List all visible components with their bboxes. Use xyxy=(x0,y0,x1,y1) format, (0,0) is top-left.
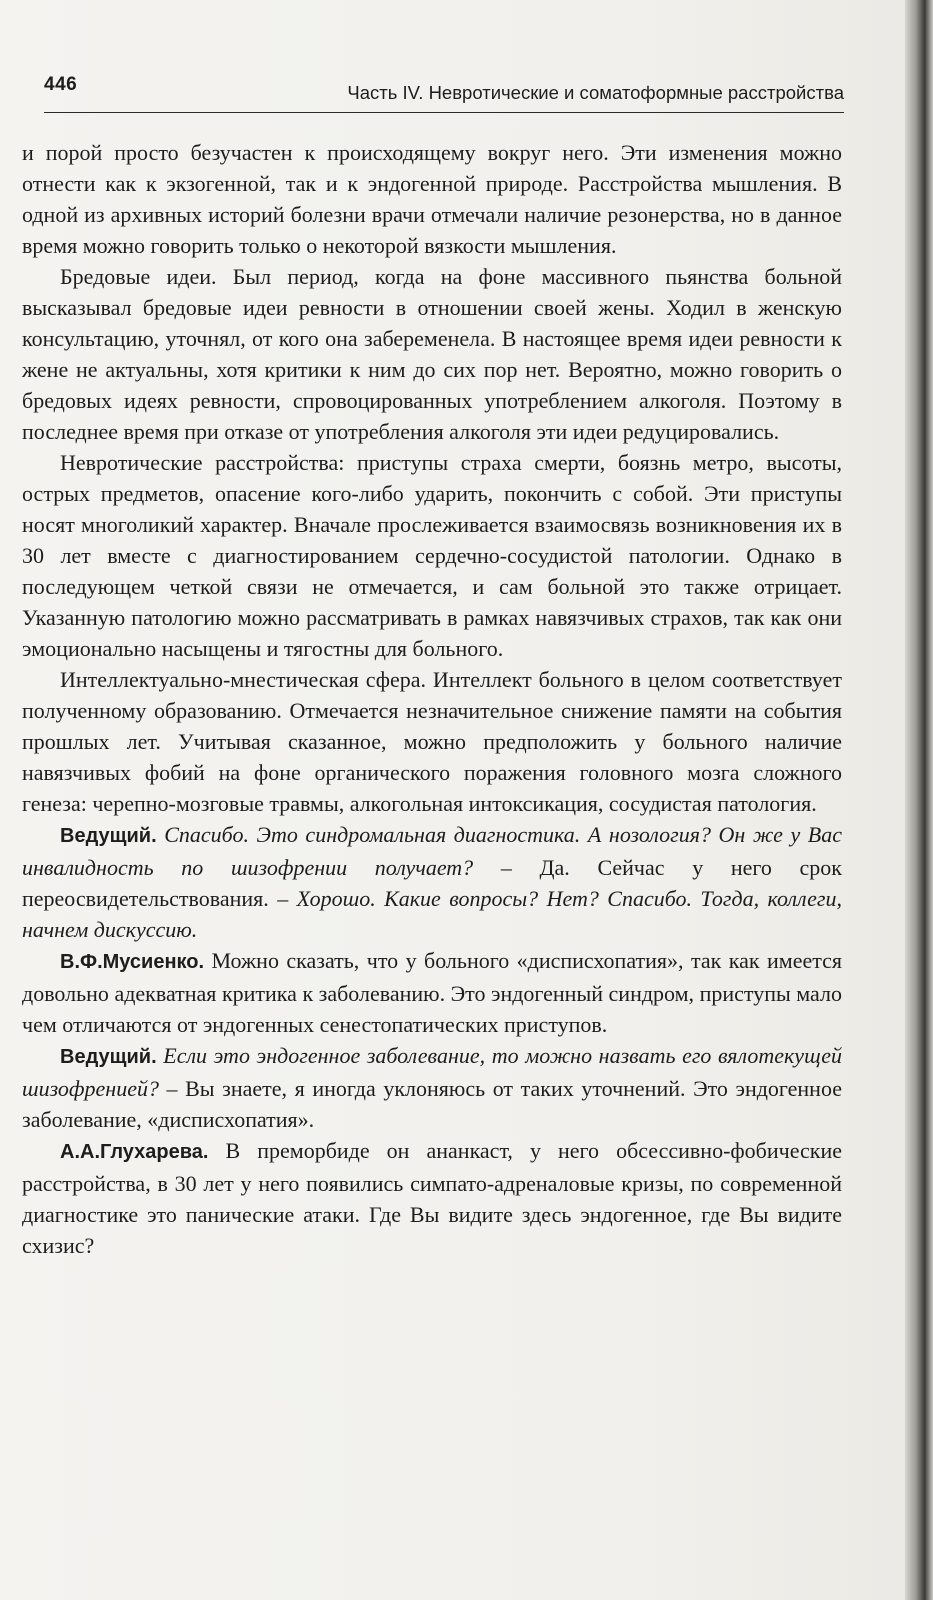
dialogue-paragraph xyxy=(22,819,842,945)
italic-remark: Если это эндогенное заболевание, то можно назвать его вялотекущей шизофренией? xyxy=(22,1043,842,1101)
italic-remark: Спасибо. Это синдромальная диагностика. А нозология? Он же у Вас инвалидность по шизофрении получает? xyxy=(22,822,842,880)
speaker-name: А.А.Глухарева. xyxy=(60,1141,209,1163)
paragraph: и порой просто безучастен к происходящему вокруг него. Эти изменения можно отнести как к экзогенной, так и к эндогенной природе. Расстройства мышления. В одной из архивных историй болезни врачи отмечали наличие резонерства, но в данное время можно говорить только о некоторой вязкости мышления. xyxy=(22,140,842,258)
page-header xyxy=(44,72,844,113)
paragraph: Интеллектуально-мнестическая сфера. Интеллект больного в целом соответствует полученному образованию. Отмечается незначительное снижение памяти на события прошлых лет. Учитывая сказанное, можно предположить у больного наличие навязчивых фобий на фоне органического поражения головного мозга сложного генеза: черепно-мозговые травмы, алкогольная интоксикация, сосудистая патология. xyxy=(22,667,842,816)
speaker-name: В.Ф.Мусиенко. xyxy=(60,951,205,973)
reply-text: Можно сказать, что у больного «дисписхопатия», так как имеется довольно адекватная критика к заболеванию. Это эндогенный синдром, приступы мало чем отличаются от эндогенных сенестопатических приступов. xyxy=(22,948,842,1037)
paragraph: Невротические расстройства: приступы страха смерти, боязнь метро, высоты, острых предметов, опасение кого-либо ударить, покончить с собой. Эти приступы носят многоликий характер. Вначале прослеживается взаимосвязь возникновения их в 30 лет вместе с диагностированием сердечно-сосудистой патологии. Однако в последующем четкой связи не отмечается, и сам больной это также отрицает. Указанную патологию можно рассматривать в рамках навязчивых страхов, так как они эмоционально насыщены и тягостны для больного. xyxy=(22,450,842,661)
reply-text: В преморбиде он ананкаст, у него обсессивно-фобические расстройства, в 30 лет у него появились симпато-адреналовые кризы, по современной диагностике это панические атаки. Где Вы видите здесь эндогенное, где Вы видите схизис? xyxy=(22,1138,842,1258)
running-title: Часть IV. Невротические и соматоформные расстройства xyxy=(347,82,844,103)
reply-text: – Вы знаете, я иногда уклоняюсь от таких уточнений. Это эндогенное заболевание, «дисписхопатия». xyxy=(22,1076,842,1132)
page-edge-shadow xyxy=(905,0,933,1600)
speaker-name: Ведущий. xyxy=(60,825,157,847)
dialogue-paragraph xyxy=(22,1040,842,1135)
body-text xyxy=(22,137,842,1261)
reply-text: – Да. Сейчас у него срок переосвидетельствования. – xyxy=(22,855,842,911)
page-number: 446 xyxy=(44,74,78,95)
paragraph: Бредовые идеи. Был период, когда на фоне массивного пьянства больной высказывал бредовые идеи ревности в отношении своей жены. Ходил в женскую консультацию, уточнял, от кого она забеременела. В настоящее время идеи ревности к жене не актуальны, хотя критики к ним до сих пор нет. Вероятно, можно говорить о бредовых идеях ревности, спровоцированных употреблением алкоголя. Поэтому в последнее время при отказе от употребления алкоголя эти идеи редуцировались. xyxy=(22,264,842,444)
italic-remark: Хорошо. Какие вопросы? Нет? Спасибо. Тогда, коллеги, начнем дискуссию. xyxy=(22,886,842,942)
dialogue-paragraph xyxy=(22,1135,842,1261)
dialogue-paragraph xyxy=(22,945,842,1040)
speaker-name: Ведущий. xyxy=(60,1046,157,1068)
